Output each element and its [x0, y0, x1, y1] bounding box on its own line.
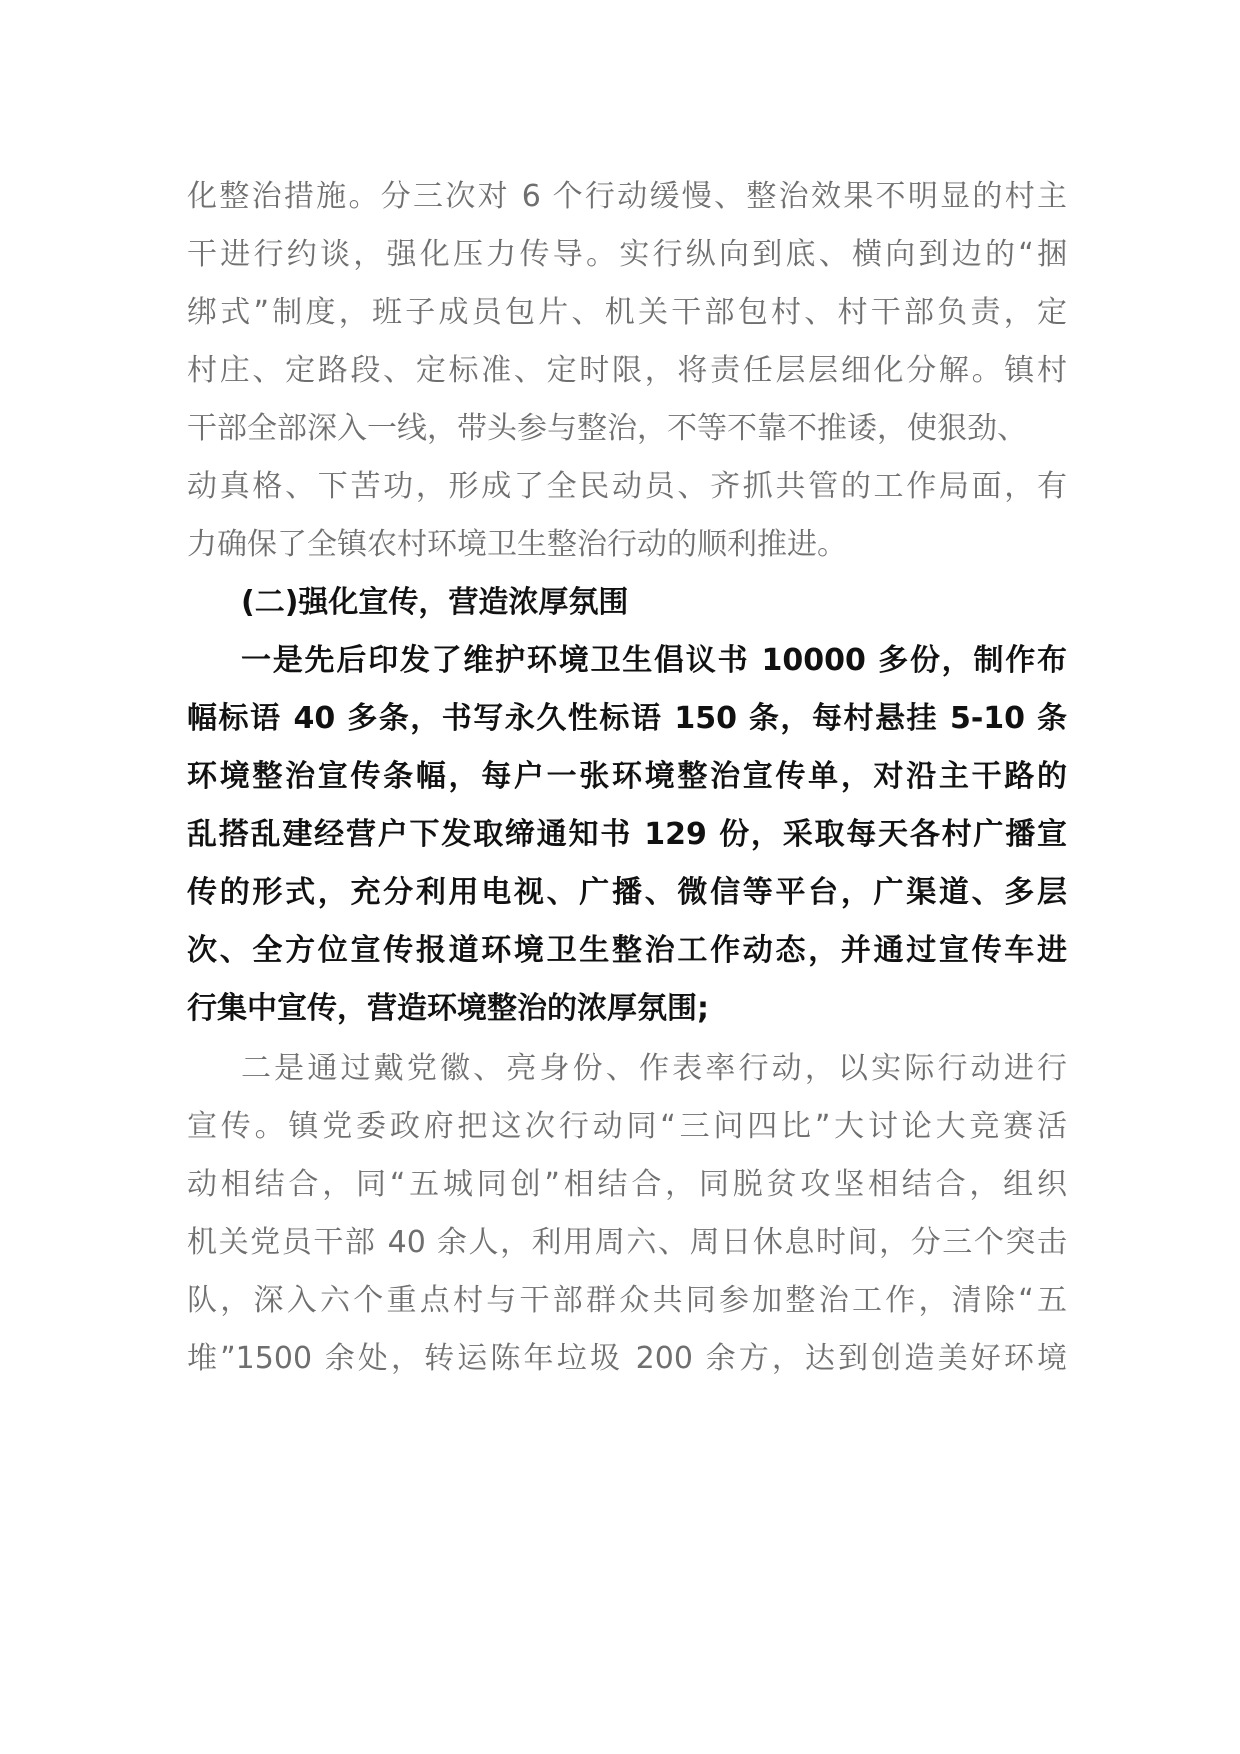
paragraph-line: 一是先后印发了维护环境卫生倡议书 10000 多份，制作布 — [241, 643, 1067, 678]
paragraph-line: 幅标语 40 多条，书写永久性标语 150 条，每村悬挂 5-10 条 — [187, 701, 1067, 736]
paragraph-line: 动真格、下苦功，形成了全民动员、齐抓共管的工作局面，有 — [187, 469, 1067, 504]
paragraph-line: 环境整治宣传条幅，每户一张环境整治宣传单，对沿主干路的 — [187, 759, 1067, 794]
paragraph-line: 队，深入六个重点村与干部群众共同参加整治工作，清除“五 — [187, 1283, 1067, 1318]
paragraph-line: 干进行约谈，强化压力传导。实行纵向到底、横向到边的“捆 — [187, 237, 1067, 272]
paragraph-line: 干部全部深入一线，带头参与整治，不等不靠不推诿，使狠劲、 — [187, 411, 1027, 446]
paragraph-line: 力确保了全镇农村环境卫生整治行动的顺利推进。 — [187, 527, 847, 562]
paragraph-line: 动相结合，同“五城同创”相结合，同脱贫攻坚相结合，组织 — [187, 1167, 1067, 1202]
paragraph-line: 堆”1500 余处，转运陈年垃圾 200 余方，达到创造美好环境 — [187, 1341, 1067, 1376]
paragraph-line: 机关党员干部 40 余人，利用周六、周日休息时间，分三个突击 — [187, 1225, 1067, 1260]
paragraph-line: 传的形式，充分利用电视、广播、微信等平台，广渠道、多层 — [187, 875, 1067, 910]
section-heading: (二)强化宣传，营造浓厚氛围 — [241, 585, 629, 620]
paragraph-line: 绑式”制度，班子成员包片、机关干部包村、村干部负责，定 — [187, 295, 1067, 330]
paragraph-line: 宣传。镇党委政府把这次行动同“三问四比”大讨论大竞赛活 — [187, 1109, 1067, 1144]
paragraph-line: 次、全方位宣传报道环境卫生整治工作动态，并通过宣传车进 — [187, 933, 1067, 968]
paragraph-line: 二是通过戴党徽、亮身份、作表率行动，以实际行动进行 — [241, 1051, 1067, 1086]
paragraph-line: 行集中宣传，营造环境整治的浓厚氛围; — [187, 991, 709, 1026]
paragraph-line: 化整治措施。分三次对 6 个行动缓慢、整治效果不明显的村主 — [187, 179, 1067, 214]
paragraph-line: 村庄、定路段、定标准、定时限，将责任层层细化分解。镇村 — [187, 353, 1067, 388]
paragraph-line: 乱搭乱建经营户下发取缔通知书 129 份，采取每天各村广播宣 — [187, 817, 1067, 852]
